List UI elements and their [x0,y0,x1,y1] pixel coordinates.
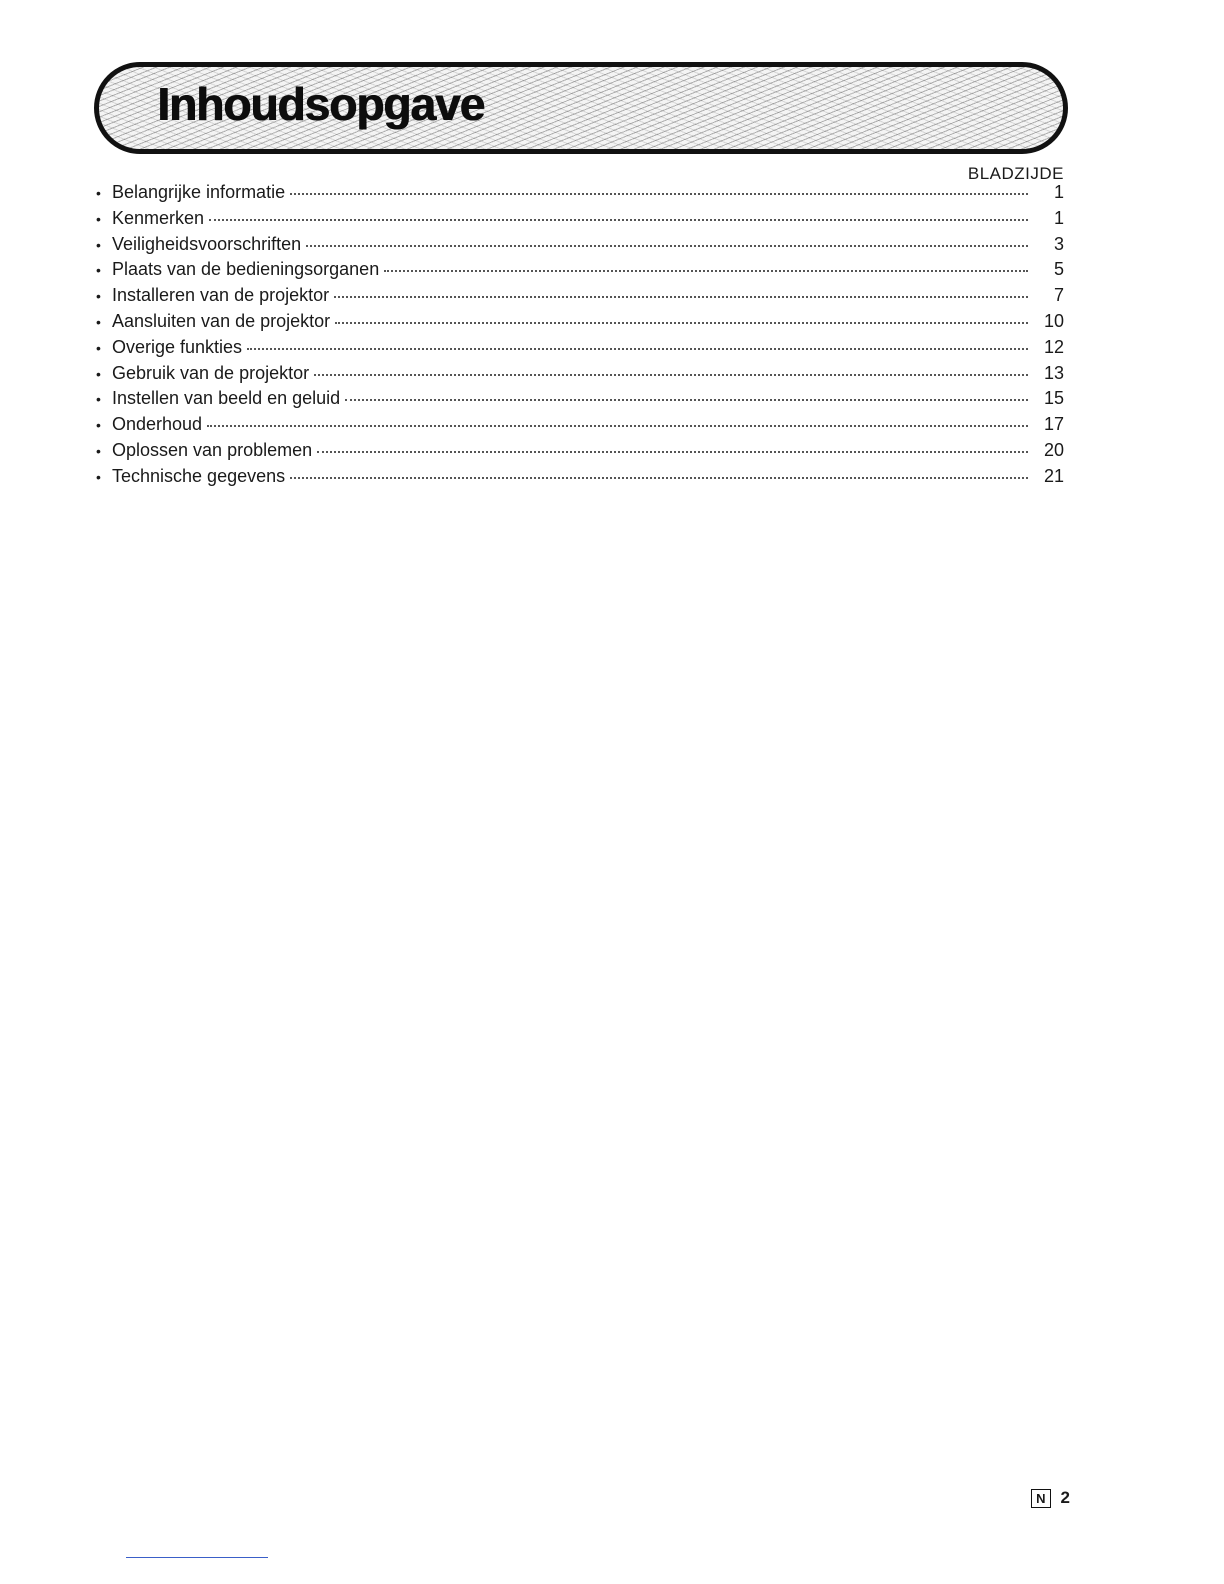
toc-entry-title: Installeren van de projektor [112,285,330,306]
dot-leader [290,475,1028,479]
toc-entry-page: 1 [1053,182,1064,202]
toc-entry-page: 20 [1043,439,1064,460]
dot-leader [334,294,1028,298]
toc-entry-page: 12 [1043,336,1064,357]
language-badge: N [1031,1489,1050,1508]
page-number: 2 [1060,1488,1070,1507]
bullet-icon: • [96,236,101,253]
toc-entry-title: Onderhoud [112,414,203,435]
toc-entry-title: Overige funkties [112,336,243,357]
toc-entry-title: Oplossen van problemen [112,439,313,460]
toc-entry-title: Veiligheidsvoorschriften [112,233,302,254]
toc-entry-page: 10 [1043,310,1064,331]
toc-entry-page: 13 [1043,362,1064,383]
toc-entry-title: Instellen van beeld en geluid [112,388,341,409]
toc-entry [96,464,1064,490]
dot-leader [207,423,1028,427]
toc-entry-page: 7 [1053,285,1064,306]
toc-entry [96,206,1064,232]
page-column-heading: BLADZIJDE [967,164,1064,183]
dot-leader [306,243,1028,247]
toc-entry [96,309,1064,335]
toc-entry [96,361,1064,387]
bullet-icon: • [96,417,101,434]
toc-entry-title: Kenmerken [112,207,205,228]
toc-entry [96,412,1064,438]
bullet-icon: • [96,185,101,201]
bullet-icon: • [96,288,101,305]
toc-entry [96,386,1064,412]
bullet-icon: • [96,262,101,279]
toc-entry [96,335,1064,361]
table-of-contents [96,180,1064,490]
toc-entry [96,257,1064,283]
toc-entry-page: 17 [1043,414,1064,435]
bullet-icon: • [96,365,101,382]
bullet-icon: • [96,442,101,459]
toc-entry-title: Plaats van de bedieningsorganen [112,259,380,280]
toc-entry [96,232,1064,258]
dot-leader [317,449,1028,453]
toc-entry-page: 15 [1043,388,1064,409]
dot-leader [345,397,1028,401]
dot-leader [314,372,1028,376]
bullet-icon: • [96,391,101,408]
footer-rule [126,1557,268,1558]
bullet-icon: • [96,210,101,227]
page-title: Inhoudsopgave [157,78,484,130]
toc-entry [96,283,1064,309]
bullet-icon: • [96,313,101,330]
toc-entry-page: 21 [1043,465,1064,486]
page-footer [1031,1488,1070,1508]
toc-entry [96,438,1064,464]
bullet-icon: • [96,468,101,485]
dot-leader [335,320,1028,324]
toc-entry-title: Technische gegevens [112,465,286,486]
toc-entry-title: Belangrijke informatie [112,182,286,202]
dot-leader [290,191,1028,195]
toc-entry [96,180,1064,206]
toc-entry-page: 5 [1053,259,1064,280]
title-banner [94,62,1068,154]
toc-entry-title: Gebruik van de projektor [112,362,310,383]
dot-leader [209,217,1028,221]
dot-leader [247,346,1028,350]
dot-leader [384,268,1028,272]
toc-entry-title: Aansluiten van de projektor [112,310,331,331]
toc-entry-page: 1 [1053,207,1064,228]
toc-entry-page: 3 [1053,233,1064,254]
bullet-icon: • [96,339,101,356]
